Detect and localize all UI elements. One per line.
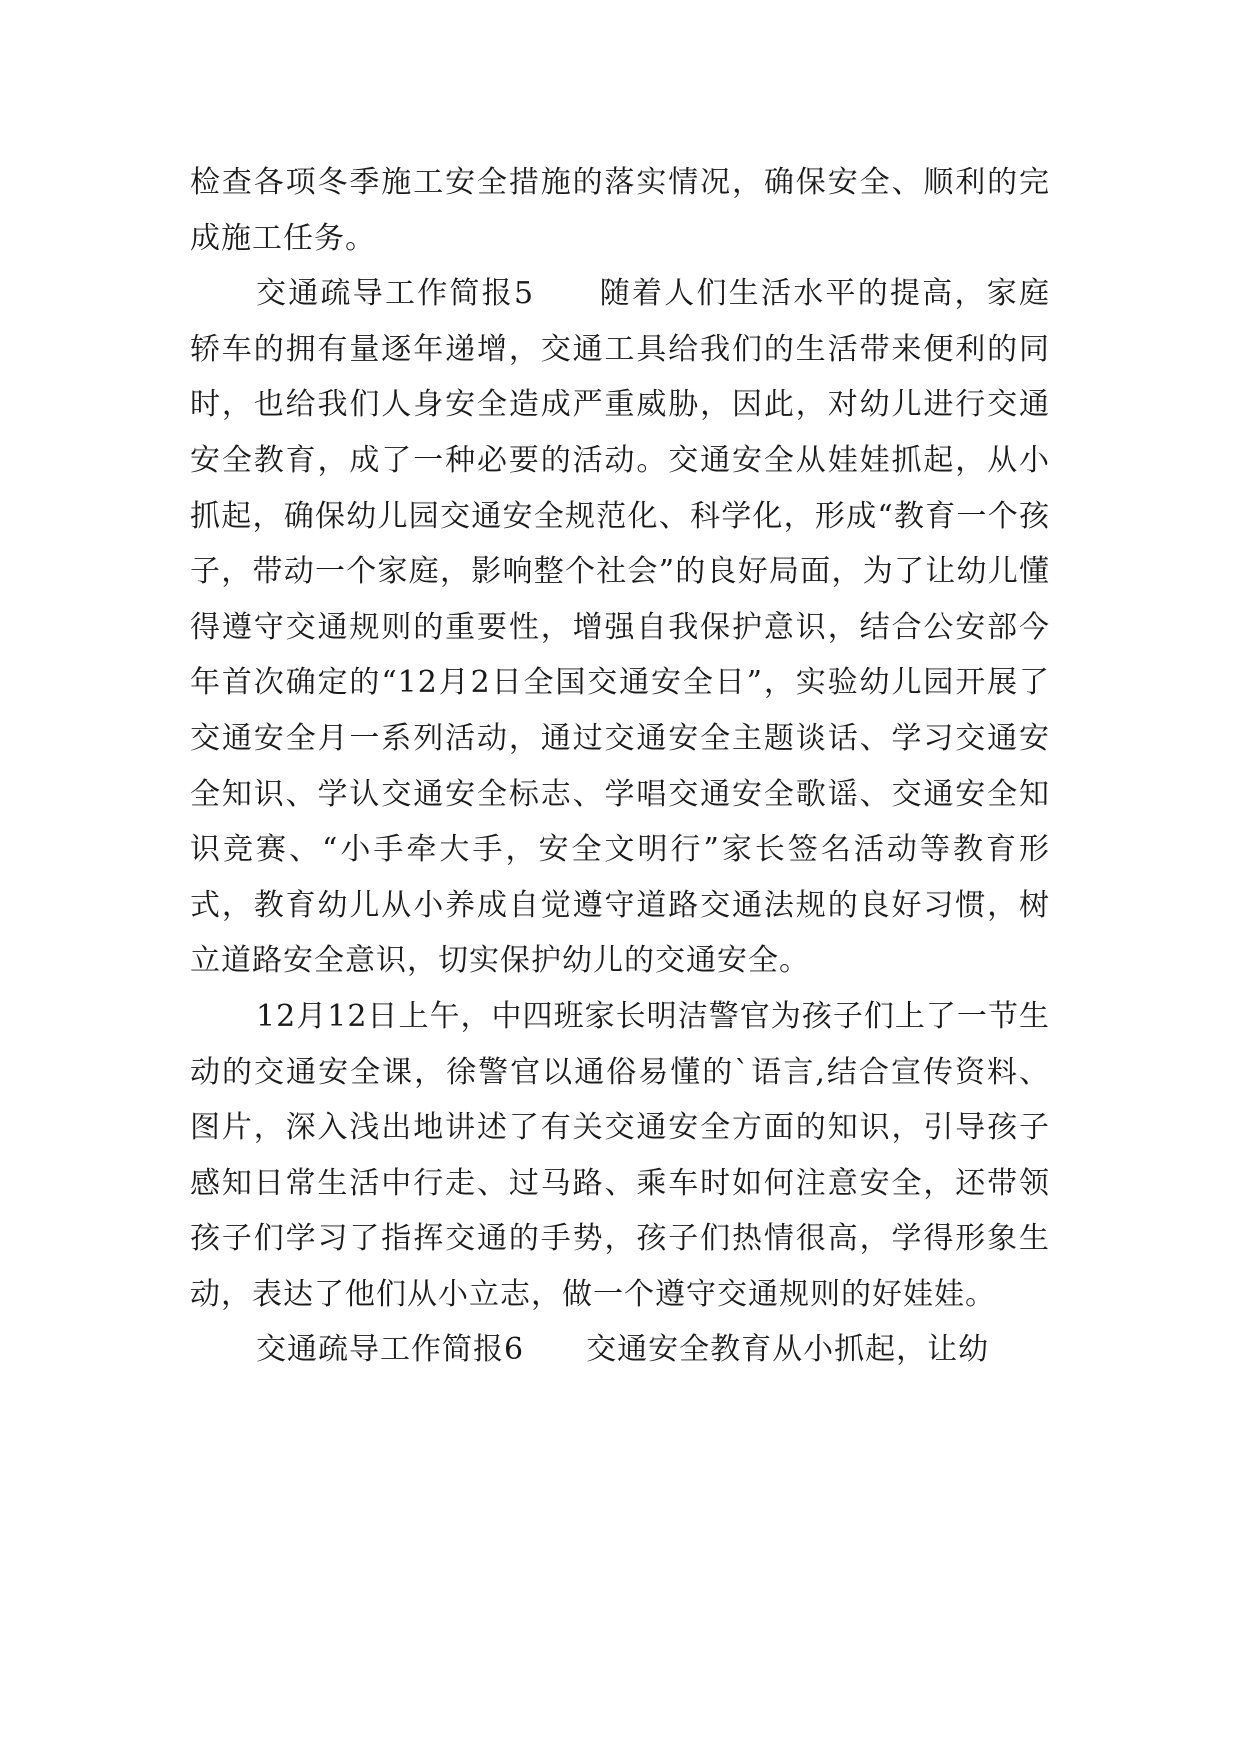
paragraph-continuation: 检查各项冬季施工安全措施的落实情况，确保安全、顺利的完成施工任务。: [190, 165, 1050, 256]
document-body: [190, 155, 1050, 1378]
paragraph-briefing-6: 交通疏导工作简报6 交通安全教育从小抓起，让幼: [256, 1332, 990, 1368]
paragraph-dec-12: 12月12日上午，中四班家长明洁警官为孩子们上了一节生动的交通安全课，徐警官以通俗易懂的`语言,结合宣传资料、图片，深入浅出地讲述了有关交通安全方面的知识，引导孩子感知日常生活中行走、过马路、乘车时如何注意安全，还带领孩子们学习了指挥交通的手势，孩子们热情很高，学得形象生动，表达了他们从小立志，做一个遵守交通规则的好娃娃。: [190, 998, 1050, 1312]
paragraph-briefing-5: 交通疏导工作简报5 随着人们生活水平的提高，家庭轿车的拥有量逐年递增，交通工具给我们的生活带来便利的同时，也给我们人身安全造成严重威胁，因此，对幼儿进行交通安全教育，成了一种必要的活动。交通安全从娃娃抓起，从小抓起，确保幼儿园交通安全规范化、科学化，形成“教育一个孩子，带动一个家庭，影响整个社会”的良好局面，为了让幼儿懂得遵守交通规则的重要性，增强自我保护意识，结合公安部今年首次确定的“12月2日全国交通安全日”，实验幼儿园开展了交通安全月一系列活动，通过交通安全主题谈话、学习交通安全知识、学认交通安全标志、学唱交通安全歌谣、交通安全知识竞赛、“小手牵大手，安全文明行”家长签名活动等教育形式，教育幼儿从小养成自觉遵守道路交通法规的良好习惯，树立道路安全意识，切实保护幼儿的交通安全。: [190, 276, 1050, 979]
